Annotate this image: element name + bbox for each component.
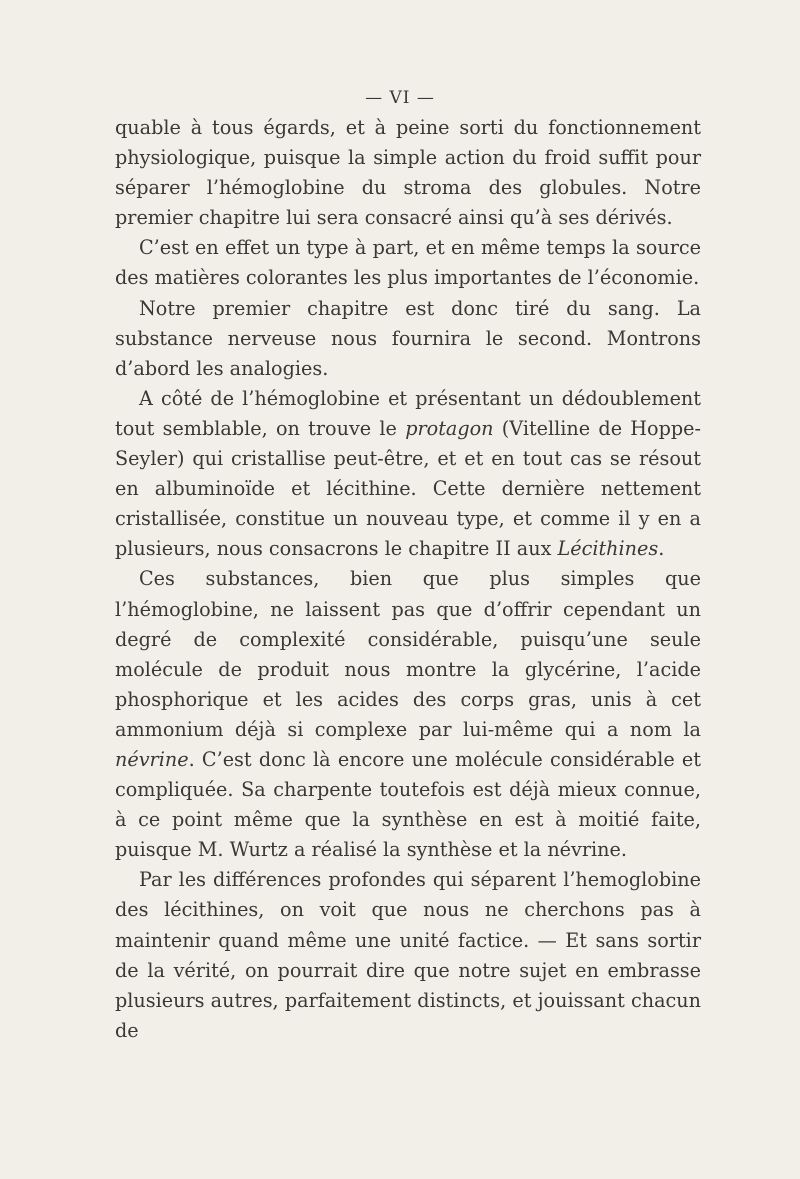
paragraph xyxy=(115,233,701,293)
italic-term: Lécithines xyxy=(557,537,659,561)
paragraph xyxy=(115,564,701,865)
text-run: quable à tous égards, et à peine sorti du fonctionnement physiologique, puisque la simple action du froid suffit pour séparer l’hémoglobine du stroma des globules. Notre premier chapitre lui sera consacré ainsi qu’à ses dérivés. xyxy=(115,116,701,230)
italic-term: névrine xyxy=(115,747,189,771)
text-run: . C’est donc là encore une molécule considérable et compliquée. Sa charpente toutefois est déjà mieux connue, à ce point même que la synthèse en est à moitié faite, puisque M. Wurtz a réalisé la synthèse et la névrine. xyxy=(115,747,701,862)
text-run: A côté de l’hémoglobine et présentant un dédoublement tout semblable, on trouve le xyxy=(115,386,701,440)
text-run: Par les différences profondes qui séparent l’hemoglobine des lécithines, on voit que nous ne cherchons pas à maintenir quand même une unité factice. — Et sans sortir de la vérité, on pourrait dire que notre sujet en embrasse plusieurs autres, parfaitement distincts, et jouissant chacun de xyxy=(115,868,701,1042)
text-run: (Vitelline de Hoppe-Seyler) qui cristallise peut-être, et et en tout cas se résout en albuminoïde et lécithine. Cette dernière nettement cristallisée, constitue un nouveau type, et comme il y en a plusieurs, nous consacrons le chapitre II aux xyxy=(115,416,701,561)
text-run: . xyxy=(658,537,665,561)
text-run: Notre premier chapitre est donc tiré du sang. La substance nerveuse nous fournira le second. Montrons d’abord les analogies. xyxy=(115,296,701,380)
paragraph xyxy=(115,113,701,233)
text-run: C’est en effet un type à part, et en même temps la source des matières colorantes les plus importantes de l’économie. xyxy=(115,236,701,290)
body-text xyxy=(115,113,701,1046)
text-run: Ces substances, bien que plus simples que l’hémoglobine, ne laissent pas que d’offrir cependant un degré de complexité considérable, puisqu’une seule molécule de produit nous montre la glycérine, l’acide phosphorique et les acides des corps gras, unis à cet ammonium déjà si complexe par lui-même qui a nom la xyxy=(115,567,701,741)
paragraph xyxy=(115,384,701,565)
paragraph xyxy=(115,865,701,1046)
paragraph xyxy=(115,294,701,384)
italic-term: protagon xyxy=(405,416,494,440)
page-number: — VI — xyxy=(365,88,435,108)
